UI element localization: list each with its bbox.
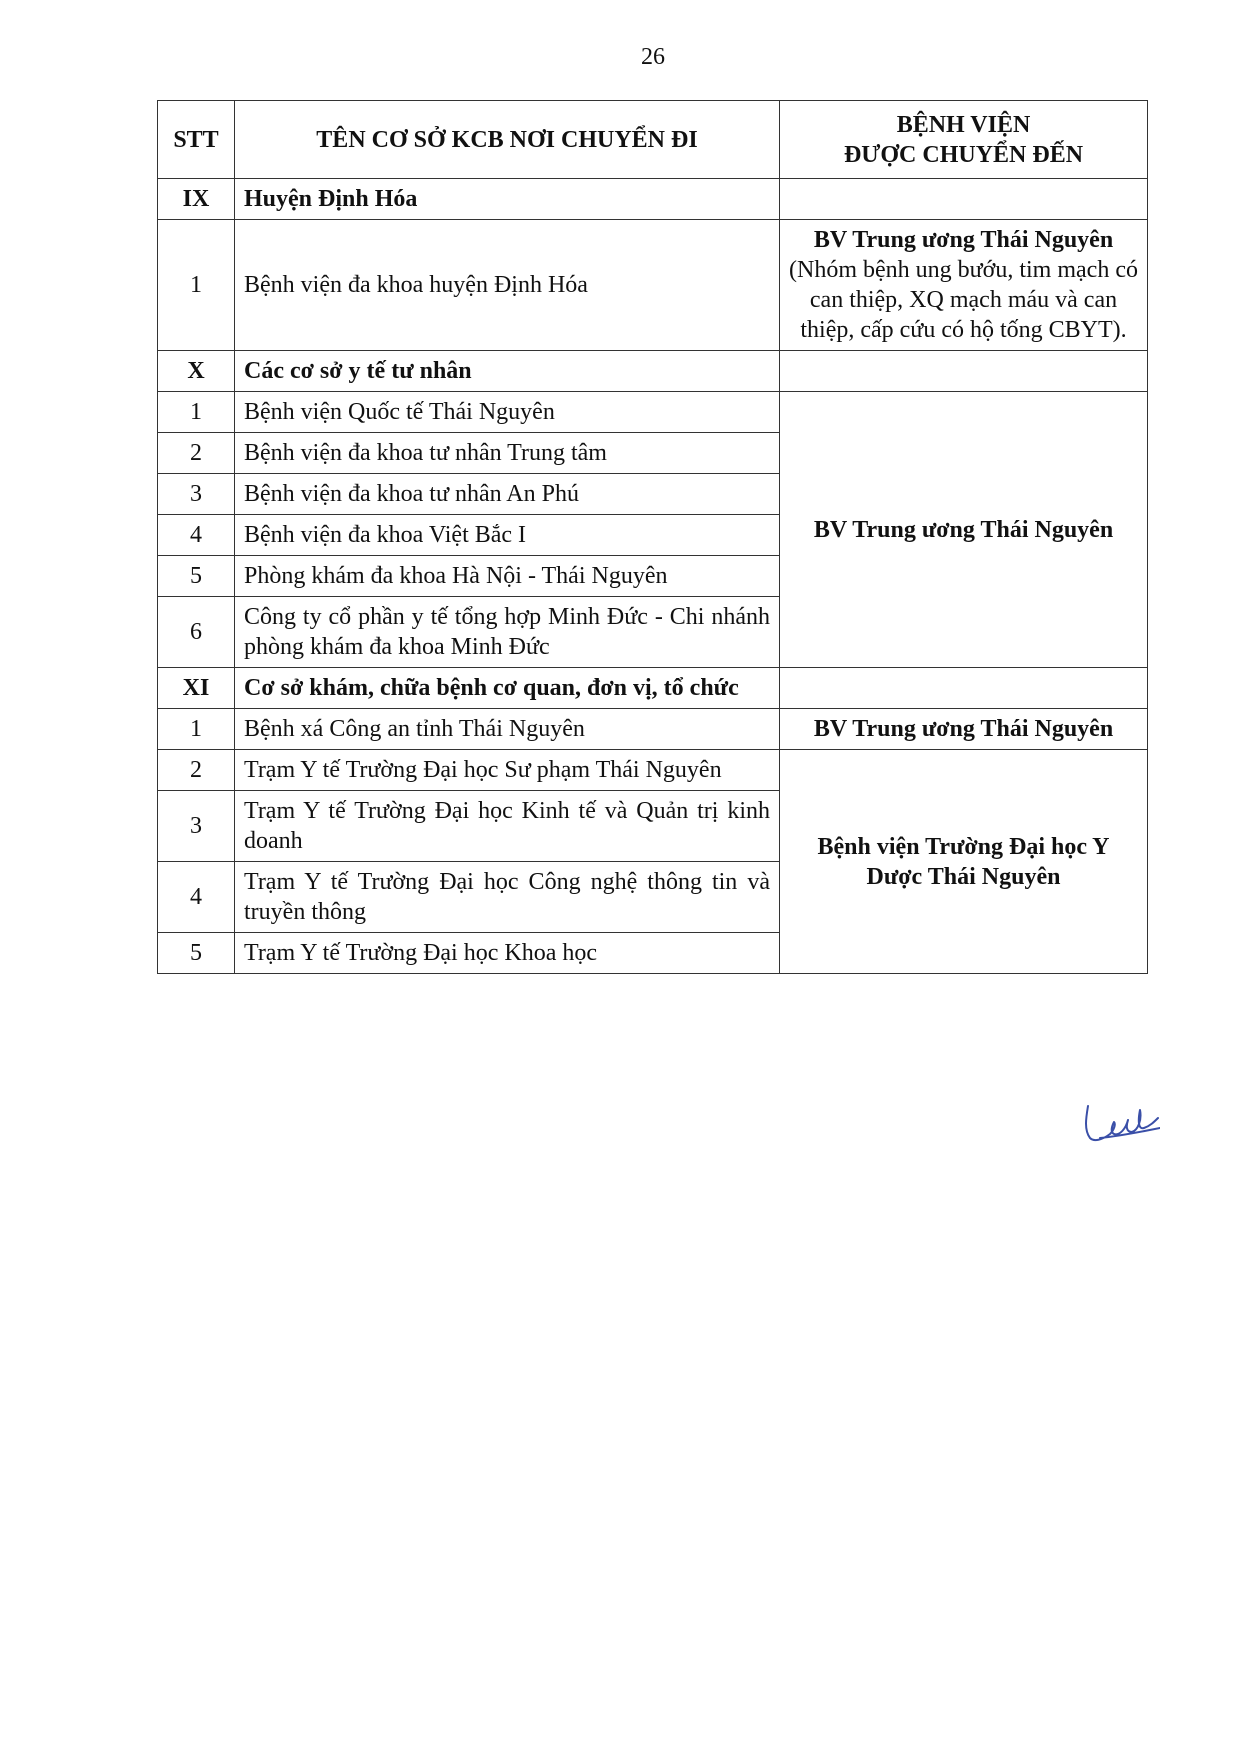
section-hospital-empty	[780, 351, 1148, 392]
table-row	[158, 220, 1148, 351]
receiving-hospital: BV Trung ương Thái Nguyên	[780, 392, 1148, 668]
facility-name: Bệnh viện đa khoa tư nhân Trung tâm	[235, 433, 780, 474]
header-hospital-line2: ĐƯỢC CHUYỂN ĐẾN	[843, 141, 1084, 168]
facility-name: Trạm Y tế Trường Đại học Công nghệ thông tin và truyền thông	[235, 862, 780, 933]
facility-name: Bệnh viện đa khoa Việt Bắc I	[235, 515, 780, 556]
row-number: 5	[158, 933, 235, 974]
section-roman: XI	[158, 668, 235, 709]
row-number: 5	[158, 556, 235, 597]
header-hospital-line1: BỆNH VIỆN	[896, 111, 1031, 138]
section-hospital-empty	[780, 179, 1148, 220]
section-row	[158, 668, 1148, 709]
receiving-hospital: BV Trung ương Thái Nguyên	[780, 709, 1148, 750]
section-row	[158, 351, 1148, 392]
facility-name: Bệnh viện đa khoa huyện Định Hóa	[235, 220, 780, 351]
section-roman: X	[158, 351, 235, 392]
section-title: Cơ sở khám, chữa bệnh cơ quan, đơn vị, tổ chức	[235, 668, 780, 709]
facility-name: Phòng khám đa khoa Hà Nội - Thái Nguyên	[235, 556, 780, 597]
table-row	[158, 750, 1148, 791]
header-stt: STT	[158, 101, 235, 179]
receiving-hospital: Bệnh viện Trường Đại học Y Dược Thái Nguyên	[780, 750, 1148, 974]
row-number: 3	[158, 474, 235, 515]
facility-name: Bệnh xá Công an tỉnh Thái Nguyên	[235, 709, 780, 750]
row-number: 1	[158, 709, 235, 750]
row-number: 6	[158, 597, 235, 668]
row-number: 2	[158, 750, 235, 791]
table-header-row	[158, 101, 1148, 179]
row-number: 1	[158, 392, 235, 433]
table-row	[158, 392, 1148, 433]
receiving-hospital-name: BV Trung ương Thái Nguyên	[813, 227, 1114, 253]
section-title: Các cơ sở y tế tư nhân	[235, 351, 780, 392]
signature-initials	[1080, 1098, 1160, 1148]
section-roman: IX	[158, 179, 235, 220]
table-row	[158, 709, 1148, 750]
row-number: 1	[158, 220, 235, 351]
header-receiving-hospital	[780, 101, 1148, 179]
facility-name: Trạm Y tế Trường Đại học Kinh tế và Quản trị kinh doanh	[235, 791, 780, 862]
facility-name: Bệnh viện Quốc tế Thái Nguyên	[235, 392, 780, 433]
referral-table	[157, 100, 1148, 974]
row-number: 3	[158, 791, 235, 862]
row-number: 2	[158, 433, 235, 474]
row-number: 4	[158, 862, 235, 933]
receiving-hospital	[780, 220, 1148, 351]
section-row	[158, 179, 1148, 220]
facility-name: Trạm Y tế Trường Đại học Khoa học	[235, 933, 780, 974]
section-title: Huyện Định Hóa	[235, 179, 780, 220]
header-facility-name: TÊN CƠ SỞ KCB NƠI CHUYỂN ĐI	[235, 101, 780, 179]
receiving-hospital-note: (Nhóm bệnh ung bướu, tim mạch có can thiệp, XQ mạch máu và can thiệp, cấp cứu có hộ tống CBYT).	[789, 257, 1138, 343]
facility-name: Bệnh viện đa khoa tư nhân An Phú	[235, 474, 780, 515]
section-hospital-empty	[780, 668, 1148, 709]
page-number: 26	[641, 44, 665, 70]
row-number: 4	[158, 515, 235, 556]
facility-name: Công ty cổ phần y tế tổng hợp Minh Đức - Chi nhánh phòng khám đa khoa Minh Đức	[235, 597, 780, 668]
facility-name: Trạm Y tế Trường Đại học Sư phạm Thái Nguyên	[235, 750, 780, 791]
